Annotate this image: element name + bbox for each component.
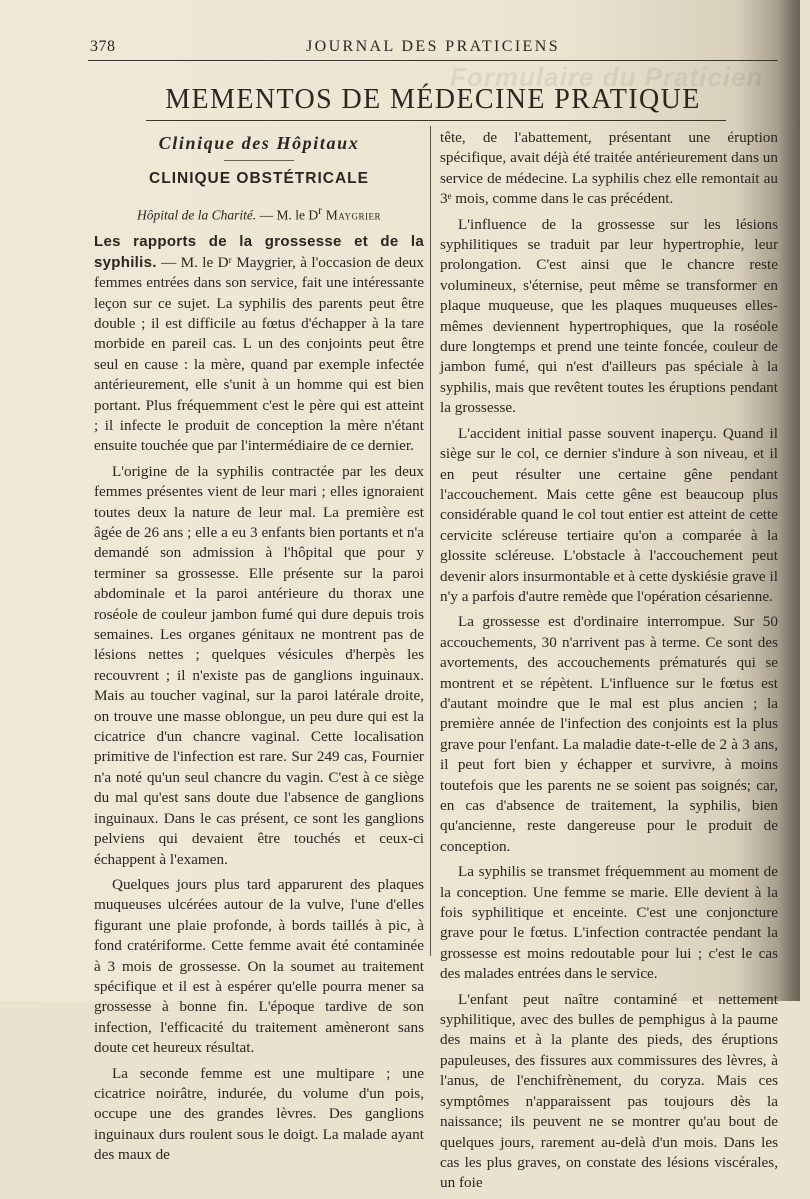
- journal-title: JOURNAL DES PRATICIENS: [305, 38, 560, 55]
- paragraph: L'accident initial passe souvent inaperçu. Quand il siège sur le col, ce dernier s'indure à son niveau, et il en peut résulter une certaine gêne pendant l'accouchement. Mais cette gêne est beaucoup plus considérable quand le col tout entier est atteint de cette cervicite scléreuse tertiaire qu'on a comparée à la glossite scléreuse. L'obstacle à l'accouchement peut devenir alors insurmontable et à cette dyskiésie grave il n'y a parfois d'autre remède que l'opération césarienne.: [440, 424, 778, 605]
- paragraph: La grossesse est d'ordinaire interrompue. Sur 50 accouchements, 30 n'arrivent pas à terme. Ce sont des avortements, des accouchements prématurés qui se montrent et se répètent. L'influence sur le fœtus est d'autant moindre que le mal est plus ancien ; la première année de l'infection des conjoints est la plus grave pour l'enfant. La maladie date-t-elle de 2 à 3 ans, il peut fort bien y échapper et survivre, à moins toutefois que les parents ne se soient pas soignés; car, en cas d'absence de traitement, la syphilis, bien qu'ancienne, reste dangereuse pour le produit de conception.: [440, 613, 778, 855]
- paragraph: L'influence de la grossesse sur les lésions syphilitiques se traduit par leur hypertrophie, leur prolongation. C'est ainsi que le chancre reste volumineux, s'éternise, peut même se transformer en plaque muqueuse, que les plaques muqueuses elles-mêmes deviennent hypertrophiques, que la roséole dure longtemps et prend une teinte foncée, couleur de jambon fumé, qui n'est d'ailleurs pas spéciale à la syphilis, mais que revêtent toutes les éruptions pendant la grossesse.: [440, 215, 778, 417]
- section-heading: Clinique des Hôpitaux: [158, 133, 360, 153]
- paragraph: La syphilis se transmet fréquemment au moment de la conception. Une femme se marie. Elle devient à la fois syphilitique et enceinte. C'est une conjoncture grave pour le fœtus. L'infection contractée pendant la grossesse est moins redoutable pour lui ; c'est le cas des malades entrées dans le service.: [440, 863, 778, 983]
- section-rule: [224, 160, 294, 161]
- right-column: [440, 128, 778, 1199]
- paragraph: La seconde femme est une multipare ; une cicatrice noirâtre, indurée, du volume d'un pois, occupe une des grandes lèvres. Des ganglions inguinaux durs roulent sous le doigt. La malade ayant des maux de: [94, 1064, 424, 1164]
- bleedthrough-text: Formulaire du Praticien: [450, 62, 764, 92]
- page-title: MEMENTOS DE MÉDECINE PRATIQUE: [165, 84, 701, 115]
- page-number: 378: [90, 38, 116, 55]
- paragraph: Quelques jours plus tard apparurent des plaques muqueuses ulcérées autour de la vulve, l'une d'elles figurant une plaie profonde, à bords taillés à pic, à fond cratériforme. Cette femme avait été contaminée à 3 mois de grossesse. On la soumet au traitement spécifique et il est à espérer qu'elle pourra mener sa grossesse à bonne fin. L'époque tardive de son infection, l'efficacité du traitement amèneront sans doute cet heureux résultat.: [94, 875, 424, 1057]
- paragraph-text: — M. le Dʳ Maygrier, à l'occasion de deux femmes entrées dans son service, fait une intéressante leçon sur ce sujet. La syphilis des parents peut être double ; il est difficile au fœtus d'échapper à la tare morbide en pareil cas. L un des conjoints peut être seul en cause : la mère, quand par exemple infectée antérieurement, elle s'unit à un homme qui est bien portant. Plus fréquemment c'est le père qui est atteint ; il infecte le produit de conception la mère n'étant ensuite touchée que par l'intermédiaire de ce dernier.: [94, 253, 424, 455]
- title-rule: [146, 120, 726, 121]
- subsection-heading: CLINIQUE OBSTÉTRICALE: [149, 170, 369, 187]
- doctor-name: Maygrier: [321, 207, 381, 223]
- paragraph: [94, 232, 424, 456]
- left-column: [94, 128, 424, 1171]
- hospital-line: [94, 201, 424, 226]
- binding-shadow: [778, 0, 800, 1001]
- hospital-dash: — M. le D: [256, 207, 319, 223]
- paragraph: L'enfant peut naître contaminé et nettement syphilitique, avec des bulles de pemphigus à la paume des mains et à la plante des pieds, des éruptions papuleuses, des fissures aux commissures des lèvres, à l'anus, de l'enchifrènement, du coryza. Mais ces symptômes n'apparaissent pas toujours dès la naissance; ils peuvent ne se montrer qu'au bout de quelques jours, rarement au-delà d'un mois. Dans les cas les plus graves, on constate des lésions viscérales, un foie: [440, 990, 778, 1192]
- doctor-abbrev-sup: r: [318, 205, 322, 218]
- hospital-name: Hôpital de la Charité.: [137, 207, 257, 223]
- column-separator: [430, 126, 431, 956]
- paragraph: L'origine de la syphilis contractée par les deux femmes présentes vient de leur mari ; elles ignoraient toutes deux la nature de leur mal. La première est âgée de 26 ans ; elle a eu 3 enfants bien portants et n'a demandé son admission à l'hôpital que pour y terminer sa grossesse. Elle présente sur la paroi abdominale et la paroi antérieure du thorax une roséole de couleur jambon fumé qui dure depuis trois semaines. Les organes génitaux ne montrent pas de lésions nettes ; quelques vésicules d'herpès les recouvrent ; il n'existe pas de ganglions inguinaux. Mais au toucher vaginal, sur la paroi latérale droite, on trouve une masse oblongue, un peu dure qui est la cicatrice d'un chancre vaginal. Cette localisation primitive de l'infection est rare. Sur 249 cas, Fournier n'a noté qu'un seul chancre du vagin. C'est à ce siège du mal qu'est sans doute due l'absence de ganglions inguinaux. Dans le cas présent, ce sont les ganglions pelviens qui devaient être touchés et ceux-ci échappent à l'examen.: [94, 462, 424, 868]
- article-lead-title: Les rapports de la grossesse et de la syphilis.: [94, 233, 424, 271]
- paragraph: tête, de l'abattement, présentant une éruption spécifique, avait déjà été traitée antérieurement dans un service de médecine. La syphilis chez elle remontait au 3ᵉ mois, comme dans le cas précédent.: [440, 129, 778, 208]
- running-head: [88, 36, 778, 61]
